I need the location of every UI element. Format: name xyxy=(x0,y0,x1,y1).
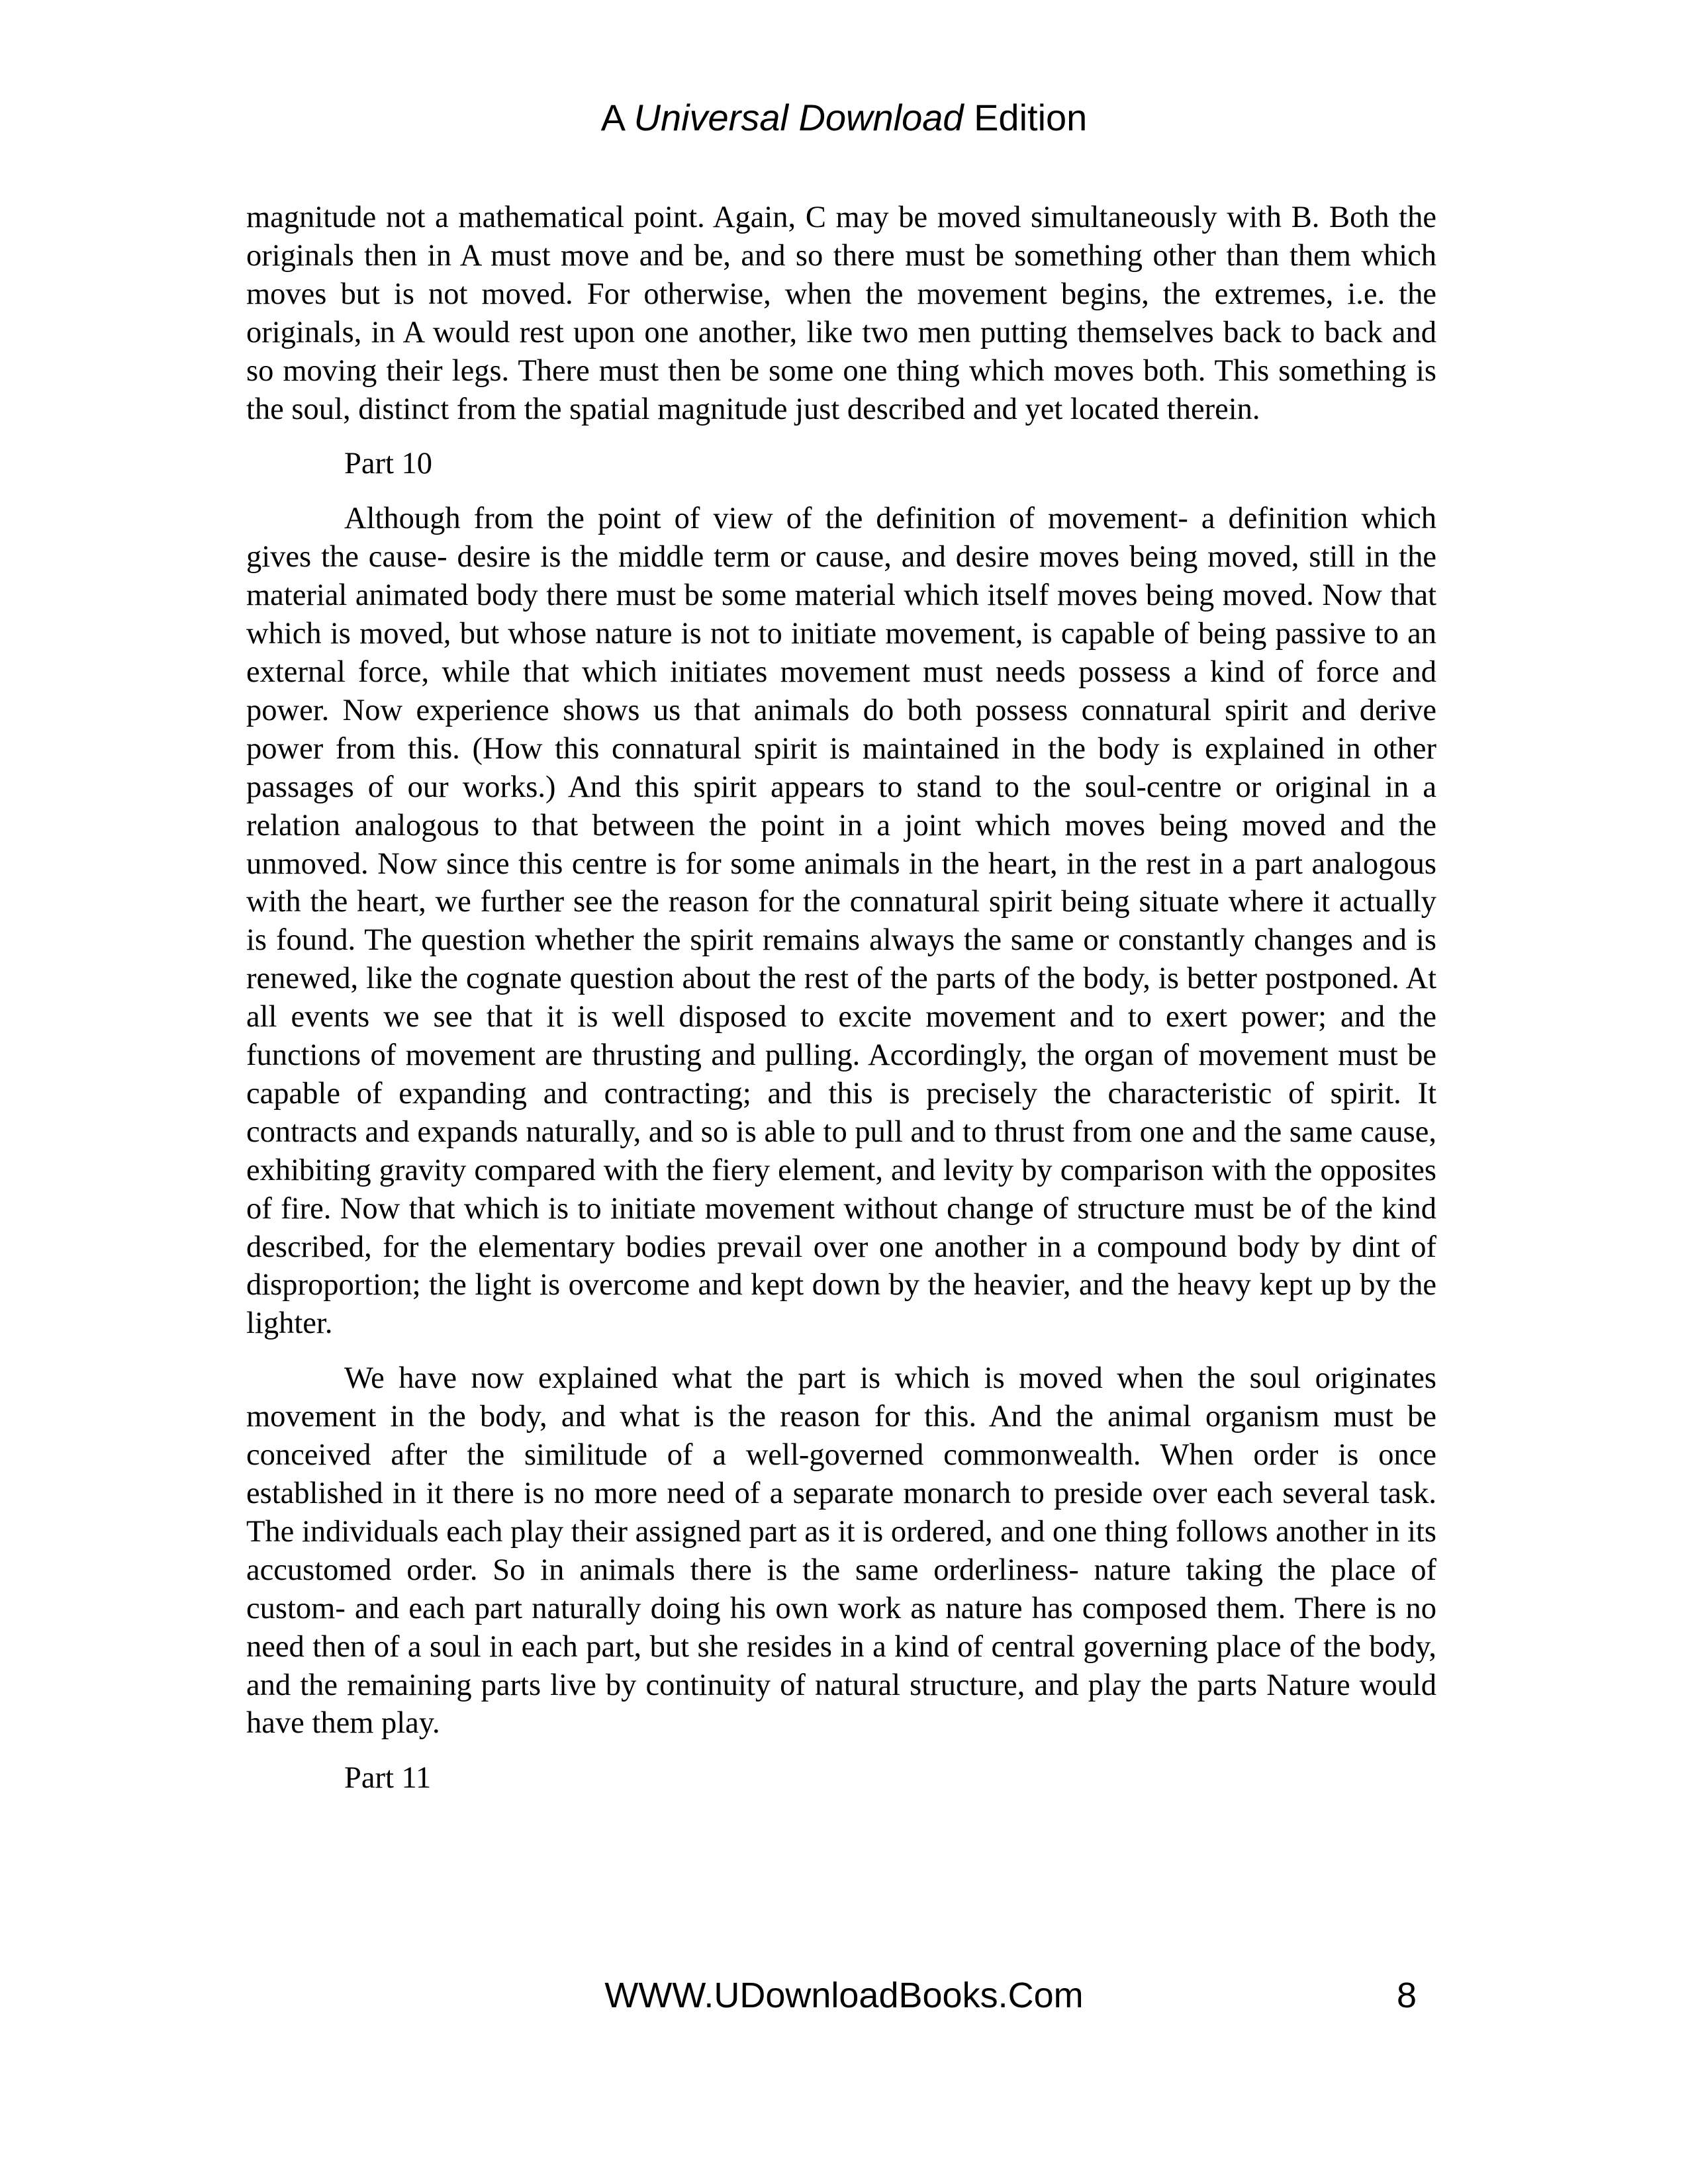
header-prefix: A xyxy=(600,97,624,138)
paragraph-commonwealth: We have now explained what the part is which is moved when the soul originates movement in the body, and what is the reason for this. And the animal organism must be conceived after the similitude of a well-governed commonwealth. When order is once established in it there is no more need of a separate monarch to preside over each several task. The individuals each play their assigned part as it is ordered, and one thing follows another in its accustomed order. So in animals there is the same orderliness- nature taking the place of custom- and each part naturally doing his own work as nature has composed them. There is no need then of a soul in each part, but she resides in a kind of central governing place of the body, and the remaining parts live by continuity of natural structure, and play the parts Nature would have them play. xyxy=(246,1361,1436,1741)
running-header xyxy=(0,97,1688,139)
part-10-heading: Part 10 xyxy=(344,447,433,481)
page-body xyxy=(246,199,1436,1814)
part-11-heading: Part 11 xyxy=(344,1761,432,1796)
paragraph-continued: magnitude not a mathematical point. Again, C may be moved simultaneously with B. Both the originals then in A must move and be, and so there must be something other than them which moves but is not moved. For otherwise, when the movement begins, the extremes, i.e. the originals, in A would rest upon one another, like two men putting themselves back to back and so moving their legs. There must then be some one thing which moves both. This something is the soul, distinct from the spatial magnitude just described and yet located therein. xyxy=(246,201,1436,426)
page-number: 8 xyxy=(1397,1976,1417,2015)
header-suffix: Edition xyxy=(974,97,1088,138)
paragraph-connatural-spirit: Although from the point of view of the definition of movement- a definition which gives the cause- desire is the middle term or cause, and desire moves being moved, still in the material animated body there must be some material which itself moves being moved. Now that which is moved, but whose nature is not to initiate movement, is capable of being passive to an external force, while that which initiates movement must needs possess a kind of force and power. Now experience shows us that animals do both possess connatural spirit and derive power from this. (How this connatural spirit is maintained in the body is explained in other passages of our works.) And this spirit appears to stand to the soul-centre or original in a relation analogous to that between the point in a joint which moves being moved and the unmoved. Now since this centre is for some animals in the heart, in the rest in a part analogous with the heart, we further see the reason for the connatural spirit being situate where it actually is found. The question whether the spirit remains always the same or constantly changes and is renewed, like the cognate question about the rest of the parts of the body, is better postponed. At all events we see that it is well disposed to excite movement and to exert power; and the functions of movement are thrusting and pulling. Accordingly, the organ of movement must be capable of expanding and contracting; and this is precisely the characteristic of spirit. It contracts and expands naturally, and so is able to pull and to thrust from one and the same cause, exhibiting gravity compared with the fiery element, and levity by comparison with the opposites of fire. Now that which is to initiate movement without change of structure must be of the kind described, for the elementary bodies prevail over one another in a compound body by dint of disproportion; the light is overcome and kept down by the heavier, and the heavy kept up by the lighter. xyxy=(246,502,1436,1341)
page-footer xyxy=(0,1972,1688,2019)
footer-site-url: WWW.UDownloadBooks.Com xyxy=(604,1976,1084,2015)
header-emphasis: Universal Download xyxy=(633,97,964,138)
